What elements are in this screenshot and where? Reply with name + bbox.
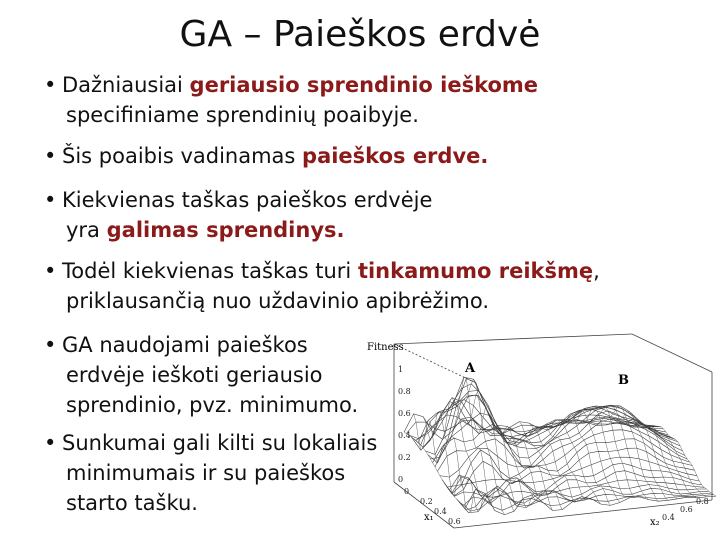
bullet-5-line-1: GA naudojami paieškos xyxy=(62,333,308,357)
z-tick: 0.4 xyxy=(398,431,411,440)
z-axis-label: Fitness xyxy=(367,342,404,353)
z-tick: 0 xyxy=(398,475,404,484)
bullet-4 xyxy=(44,256,600,316)
x2-tick: 0.6 xyxy=(680,505,693,514)
bullet-6-line-3: starto tašku. xyxy=(66,491,198,515)
bullet-5-line-2: erdvėje ieškoti geriausio xyxy=(66,363,323,387)
bullet-6 xyxy=(44,428,377,518)
fitness-surface-plot xyxy=(362,332,720,540)
bullet-3-line-2-text: yra xyxy=(66,218,107,242)
mesh-line xyxy=(644,425,706,497)
surface-mesh xyxy=(404,377,716,515)
bullet-5-line-3: sprendinio, pvz. minimumo. xyxy=(66,393,359,417)
z-tick: 1 xyxy=(398,365,404,374)
bullet-3-highlight: galimas sprendinys. xyxy=(106,218,345,242)
bullet-dot: • xyxy=(44,259,57,283)
x1-tick: 0.2 xyxy=(420,497,433,506)
mesh-line xyxy=(457,485,707,511)
bullet-2 xyxy=(44,141,488,171)
fitness-surface-figure xyxy=(362,332,720,540)
mesh-line xyxy=(462,390,524,506)
bullet-3-text: Kiekvienas taškas paieškos erdvėje xyxy=(62,188,433,212)
bullet-dot: • xyxy=(44,73,57,97)
bullet-3-line-2 xyxy=(44,215,432,245)
bullet-dot: • xyxy=(44,333,57,357)
bullet-1 xyxy=(44,70,538,130)
bullet-4-line-2: priklausančią nuo uždavinio apibrėžimo. xyxy=(66,289,490,313)
x1-tick: 0 xyxy=(404,487,410,496)
z-tick: 0.6 xyxy=(398,409,411,418)
mesh-line xyxy=(442,439,692,494)
bullet-4-highlight: tinkamumo reikšmę xyxy=(357,259,594,283)
mesh-line xyxy=(459,486,709,513)
bullet-1-line-2: specifiniame sprendinių poaibyje. xyxy=(66,103,419,127)
mesh-line xyxy=(426,377,676,454)
z-tick: 0.8 xyxy=(398,387,411,396)
bullet-dot: • xyxy=(44,144,57,168)
peak-b-label: B xyxy=(618,373,629,388)
x1-tick: 0.6 xyxy=(448,517,461,526)
z-tick: 0.2 xyxy=(398,453,411,462)
mesh-line xyxy=(464,495,714,511)
mesh-line xyxy=(539,423,601,504)
x1-tick: 0.4 xyxy=(434,507,447,516)
x1-axis-label: x₁ xyxy=(424,512,434,523)
bullet-2-text: Šis poaibis vadinamas xyxy=(62,144,303,168)
slide-title: GA – Paieškos erdvė xyxy=(179,14,541,55)
bullet-5 xyxy=(44,330,358,420)
bullet-4-text: Todėl kiekvienas taškas turi xyxy=(62,259,358,283)
bullet-dot: • xyxy=(44,431,57,455)
mesh-line xyxy=(466,489,716,515)
bullet-dot: • xyxy=(44,188,57,212)
bullet-1-highlight: geriausio sprendinio ieškome xyxy=(189,73,539,97)
x2-tick: 0.4 xyxy=(662,513,675,522)
bullet-6-line-1: Sunkumai gali kilti su lokaliais xyxy=(62,431,378,455)
bullet-2-highlight: paieškos erdve. xyxy=(302,144,489,168)
bullet-4-comma: , xyxy=(593,259,600,283)
x2-tick: 0.8 xyxy=(696,497,709,506)
mesh-line xyxy=(440,430,690,477)
bullet-3 xyxy=(44,185,432,245)
bullet-1-text: Dažniausiai xyxy=(62,73,190,97)
peak-a-label: A xyxy=(465,361,476,376)
mesh-line xyxy=(409,415,659,439)
bullet-6-line-2: minimumais ir su paieškos xyxy=(66,461,346,485)
x2-axis-label: x₂ xyxy=(650,517,660,528)
